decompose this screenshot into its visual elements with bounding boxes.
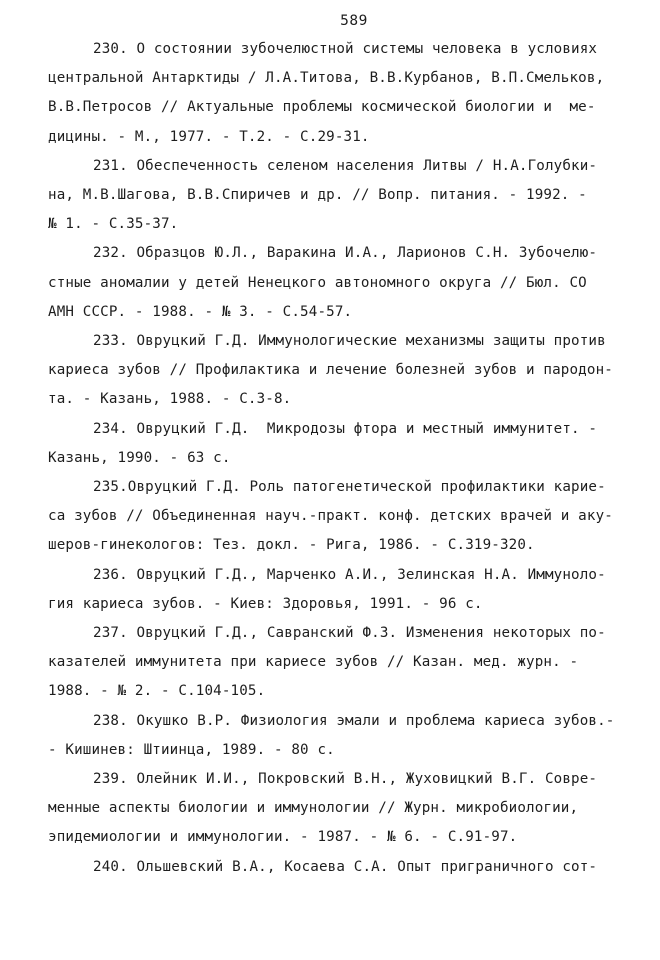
entry-first-line: 232. Образцов Ю.Л., Варакина И.А., Ларионов С.Н. Зубочелю- [93, 245, 598, 262]
entry-first-line: 235.Овруцкий Г.Д. Роль патогенетической профилактики карие- [93, 479, 606, 496]
entry-continuation-line: гия кариеса зубов. - Киев: Здоровья, 1991. - 96 с. [48, 595, 483, 612]
bibliography-entry [48, 152, 600, 240]
bibliography-entry [48, 765, 600, 853]
entry-continuation-line: дицины. - М., 1977. - Т.2. - С.29-31. [48, 128, 370, 145]
entry-continuation-line: центральной Антарктиды / Л.А.Титова, В.В.Курбанов, В.П.Смельков, [48, 70, 605, 87]
entry-continuation-line: стные аномалии у детей Ненецкого автономного округа // Бюл. СО [48, 274, 587, 291]
entry-continuation-line: са зубов // Объединенная науч.-практ. конф. детских врачей и аку- [48, 508, 613, 525]
entry-continuation-line: шеров-гинекологов: Тез. докл. - Рига, 1986. - С.319-320. [48, 537, 535, 554]
bibliography-entry [48, 35, 605, 152]
bibliography-entry [48, 415, 600, 473]
entry-continuation-line: на, М.В.Шагова, В.В.Спиричев и др. // Вопр. питания. - 1992. - [48, 187, 587, 204]
bibliography-entry [48, 473, 613, 561]
bibliography-entry [48, 853, 600, 882]
bibliography-entry [48, 239, 600, 327]
entry-first-line: 230. О состоянии зубочелюстной системы человека в условиях [93, 41, 598, 57]
bibliography-list [48, 35, 615, 882]
entry-continuation-line: кариеса зубов // Профилактика и лечение болезней зубов и пародон- [48, 362, 613, 379]
entry-continuation-line: Казань, 1990. - 63 с. [48, 449, 231, 466]
entry-continuation-line: 1988. - № 2. - С.104-105. [48, 683, 266, 700]
entry-first-line: 236. Овруцкий Г.Д., Марченко А.И., Зелинская Н.А. Иммуноло- [93, 566, 606, 583]
entry-first-line: 237. Овруцкий Г.Д., Савранский Ф.З. Изменения некоторых по- [93, 625, 606, 642]
entry-first-line: 239. Олейник И.И., Покровский В.Н., Жуховицкий В.Г. Совре- [93, 771, 598, 788]
entry-first-line: 233. Овруцкий Г.Д. Иммунологические механизмы защиты против [93, 333, 606, 350]
entry-continuation-line: АМН СССР. - 1988. - № 3. - С.54-57. [48, 303, 353, 320]
entry-continuation-line: та. - Казань, 1988. - С.3-8. [48, 391, 292, 408]
entry-first-line: 238. Окушко В.Р. Физиология эмали и проблема кариеса зубов.- [93, 712, 615, 729]
entry-first-line: 240. Ольшевский В.А., Косаева С.А. Опыт приграничного сот- [93, 858, 598, 875]
entry-continuation-line: казателей иммунитета при кариесе зубов // Казан. мед. журн. - [48, 654, 579, 671]
entry-continuation-line: эпидемиологии и иммунологии. - 1987. - № 6. - С.91-97. [48, 829, 518, 846]
entry-first-line: 231. Обеспеченность селеном населения Литвы / Н.А.Голубки- [93, 157, 598, 174]
entry-first-line: 234. Овруцкий Г.Д. Микродозы фтора и местный иммунитет. - [93, 420, 598, 437]
bibliography-entry [48, 619, 606, 707]
entry-continuation-line: - Кишинев: Штиинца, 1989. - 80 с. [48, 741, 335, 758]
entry-continuation-line: № 1. - С.35-37. [48, 216, 179, 233]
page-number: 589 [340, 13, 368, 29]
bibliography-entry [48, 707, 615, 765]
bibliography-entry [48, 561, 606, 619]
entry-continuation-line: менные аспекты биологии и иммунологии // Журн. микробиологии, [48, 800, 579, 817]
bibliography-entry [48, 327, 613, 415]
entry-continuation-line: В.В.Петросов // Актуальные проблемы космической биологии и ме- [48, 99, 596, 116]
